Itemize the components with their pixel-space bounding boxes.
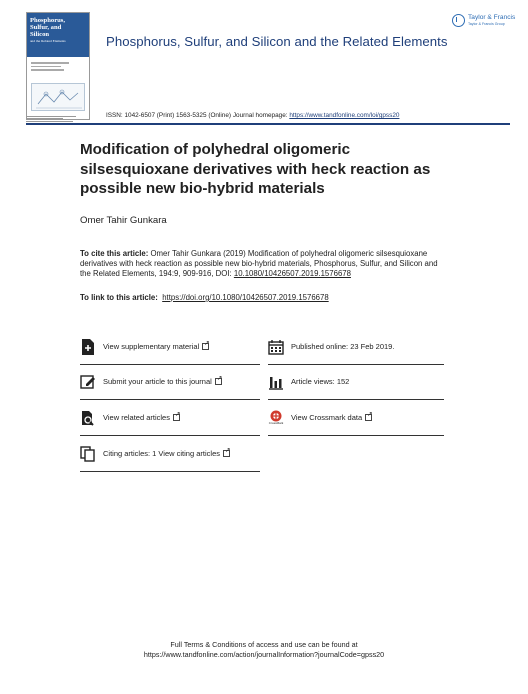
logo-name: Taylor & Francis xyxy=(468,14,516,21)
citation-text: Omer Tahir Gunkara (2019) Modification of polyhedral oligomeric silsesquioxane derivatives with heck reaction as possible new bio-hybrid materials, Phosphorus, Sulfur, and Silicon and the Related Elements, 194:9, 909-916, DOI: xyxy=(80,249,438,278)
external-link-icon xyxy=(365,414,372,421)
external-link-icon xyxy=(173,414,180,421)
cover-title-line1: Phosphorus, xyxy=(30,17,65,24)
copy-documents-icon xyxy=(80,446,96,462)
article-title: Modification of polyhedral oligomeric silsesquioxane derivatives with heck reaction as possible new bio-hybrid materials xyxy=(80,141,431,197)
publisher-logo[interactable] xyxy=(452,14,515,28)
header-divider xyxy=(26,123,510,125)
cover-text-lines xyxy=(27,57,89,76)
footer-terms-link[interactable]: https://www.tandfonline.com/action/journalInformation?journalCode=gpss20 xyxy=(143,650,385,659)
crossmark-link[interactable] xyxy=(268,400,444,436)
submit-article-link[interactable] xyxy=(80,364,260,400)
cover-subtitle: and the Related Elements xyxy=(30,39,66,43)
citation-doi-link[interactable]: 10.1080/10426507.2019.1576678 xyxy=(233,269,351,278)
cover-illustration xyxy=(31,83,85,111)
external-link-icon xyxy=(202,343,209,350)
supplementary-material-link[interactable] xyxy=(80,329,260,365)
related-articles-link[interactable] xyxy=(80,400,260,436)
published-label: Published online: 23 Feb 2019. xyxy=(291,342,395,351)
views-label: Article views: 152 xyxy=(291,377,350,386)
journal-homepage-link[interactable]: https://www.tandfonline.com/loi/gpss20 xyxy=(289,112,400,119)
related-label: View related articles xyxy=(103,413,170,422)
footer xyxy=(0,640,528,660)
cover-title-line3: Silicon xyxy=(30,31,50,38)
journal-cover-thumbnail xyxy=(26,12,90,120)
link-label: To link to this article: xyxy=(80,293,158,302)
article-doi-link[interactable]: https://doi.org/10.1080/10426507.2019.1576678 xyxy=(162,293,329,302)
crossmark-icon xyxy=(268,410,284,426)
pencil-edit-icon xyxy=(80,374,96,390)
citation-label: To cite this article: xyxy=(80,249,149,258)
taylor-francis-logo-icon xyxy=(452,14,465,27)
supplementary-label: View supplementary material xyxy=(103,342,200,351)
published-online-info xyxy=(268,329,444,365)
issn-text: ISSN: 1042-6507 (Print) 1563-5325 (Online) Journal homepage: xyxy=(106,112,290,119)
external-link-icon xyxy=(215,378,222,385)
document-plus-icon xyxy=(80,339,96,355)
crossmark-label: View Crossmark data xyxy=(291,413,363,422)
issn-line xyxy=(106,112,399,119)
article-author: Omer Tahir Gunkara xyxy=(80,215,167,226)
cover-title-line2: Sulfur, and xyxy=(30,24,62,31)
calendar-icon xyxy=(268,339,284,355)
citing-articles-link[interactable] xyxy=(80,436,260,472)
crossmark-icon-text: CrossMark xyxy=(268,421,284,425)
footer-line1: Full Terms & Conditions of access and use can be found at xyxy=(170,640,358,649)
journal-title: Phosphorus, Sulfur, and Silicon and the Related Elements xyxy=(106,34,448,49)
citing-label: Citing articles: 1 View citing articles xyxy=(103,449,220,458)
citation-block xyxy=(80,249,450,279)
search-document-icon xyxy=(80,410,96,426)
submit-label: Submit your article to this journal xyxy=(103,377,212,386)
link-line xyxy=(80,293,329,302)
logo-tagline: Taylor & Francis Group xyxy=(468,22,505,26)
external-link-icon xyxy=(223,450,230,457)
bar-chart-icon xyxy=(268,374,284,390)
article-views-info xyxy=(268,364,444,400)
cover-title-block xyxy=(27,13,89,57)
